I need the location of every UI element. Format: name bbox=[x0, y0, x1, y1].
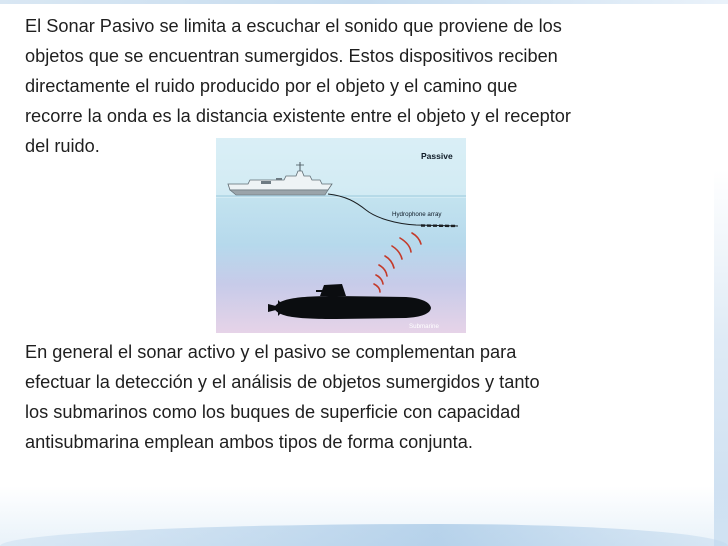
passive-sonar-figure bbox=[216, 138, 466, 333]
bottom-decoration bbox=[0, 486, 728, 546]
top-accent-bar bbox=[0, 0, 728, 4]
figure-title: Passive bbox=[421, 151, 453, 161]
passive-sonar-illustration bbox=[216, 138, 466, 333]
hydrophone-label: Hydrophone array bbox=[392, 211, 442, 218]
paragraph-passive-sonar: El Sonar Pasivo se limita a escuchar el sonido que proviene de los objetos que se encuentran sumergidos. Estos dispositivos reciben directamente el ruido producido por el objeto y el camino que recorre la onda es la distancia existente entre el objeto y el receptor del ruido. bbox=[25, 16, 571, 156]
paragraph-active-passive: En general el sonar activo y el pasivo se complementan para efectuar la detección y el análisis de objetos sumergidos y tanto los submarinos como los buques de superficie con capacidad antisubmarina emplean ambos tipos de forma conjunta. bbox=[25, 342, 540, 452]
submarine-label: Submarine bbox=[409, 323, 439, 330]
